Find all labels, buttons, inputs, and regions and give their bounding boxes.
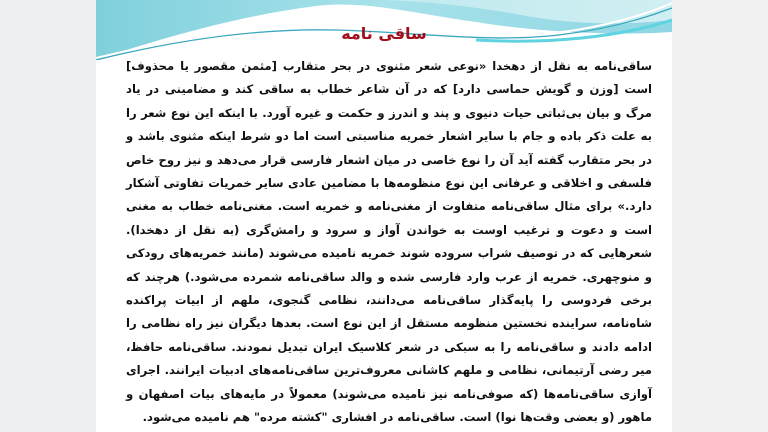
body-paragraph: ساقی‌نامه به نقل از دهخدا «نوعی شعر مثنوی در بحر متقارب [مثمن مقصور یا محذوف] است [وزن و گویش حماسی دارد] که در آن شاعر خطاب به ساقی کند و مضامینی در یاد مرگ و بیان بی‌ثباتی حیات دنیوی و پند و اندرز و حکمت و غیره آورد. با اینکه این نوع شعر را به علت ذکر باده و جام با سایر اشعار خمریه مناسبتی است اما دو شرط اینکه مثنوی باشد و در بحر متقارب گفته آید آن را نوع خاصی در میان اشعار فارسی قرار می‌دهد و نیز روح خاص فلسفی و اخلاقی و عرفانی این نوع منظومه‌ها با مضامین عادی سایر خمریات تفاوتی آشکار دارد.» برای مثال ساقی‌نامه متفاوت از مغنی‌نامه و خمریه است. مغنی‌نامه خطاب به مغنی است و دعوت و ترغیب اوست به خواندن آواز و سرود و رامش‌گری (به نقل از دهخدا). شعرهایی که در توصیف شراب سروده شوند خمریه نامیده می‌شوند (مانند خمریه‌های رودکی و منوچهری. خمریه از عرب وارد فارسی شده و والد ساقی‌نامه شمرده می‌شود.) هرچند که برخی فردوسی را پایه‌گذار ساقی‌نامه می‌دانند، نظامی گنجوی، ملهم از ابیات پراکنده شاه‌نامه، سراینده نخستین منظومه مستقل از این نوع است. بعدها دیگران نیز راه نظامی را ادامه دادند و ساقی‌نامه را به سبکی در شعر کلاسیک ایران تبدیل نمودند. ساقی‌نامه حافظ، میر رضی آرتیمانی، نظامی و ملهم کاشانی معروف‌ترین ساقی‌نامه‌های ادبیات ایرانند. اجرای آوازی ساقی‌نامه‌ها (که صوفی‌نامه نیز نامیده می‌شوند) معمولاً در مایه‌های بیات اصفهان و ماهور (و بعضی وقت‌ها نوا) است. ساقی‌نامه در افشاری "کشته مرده" هم نامیده می‌شود. bbox=[126, 59, 652, 425]
slide-body bbox=[126, 55, 652, 430]
slide bbox=[96, 0, 672, 432]
slide-title: ساقی نامه bbox=[341, 24, 427, 43]
letterbox-left bbox=[0, 0, 96, 432]
letterbox-right bbox=[672, 0, 768, 432]
